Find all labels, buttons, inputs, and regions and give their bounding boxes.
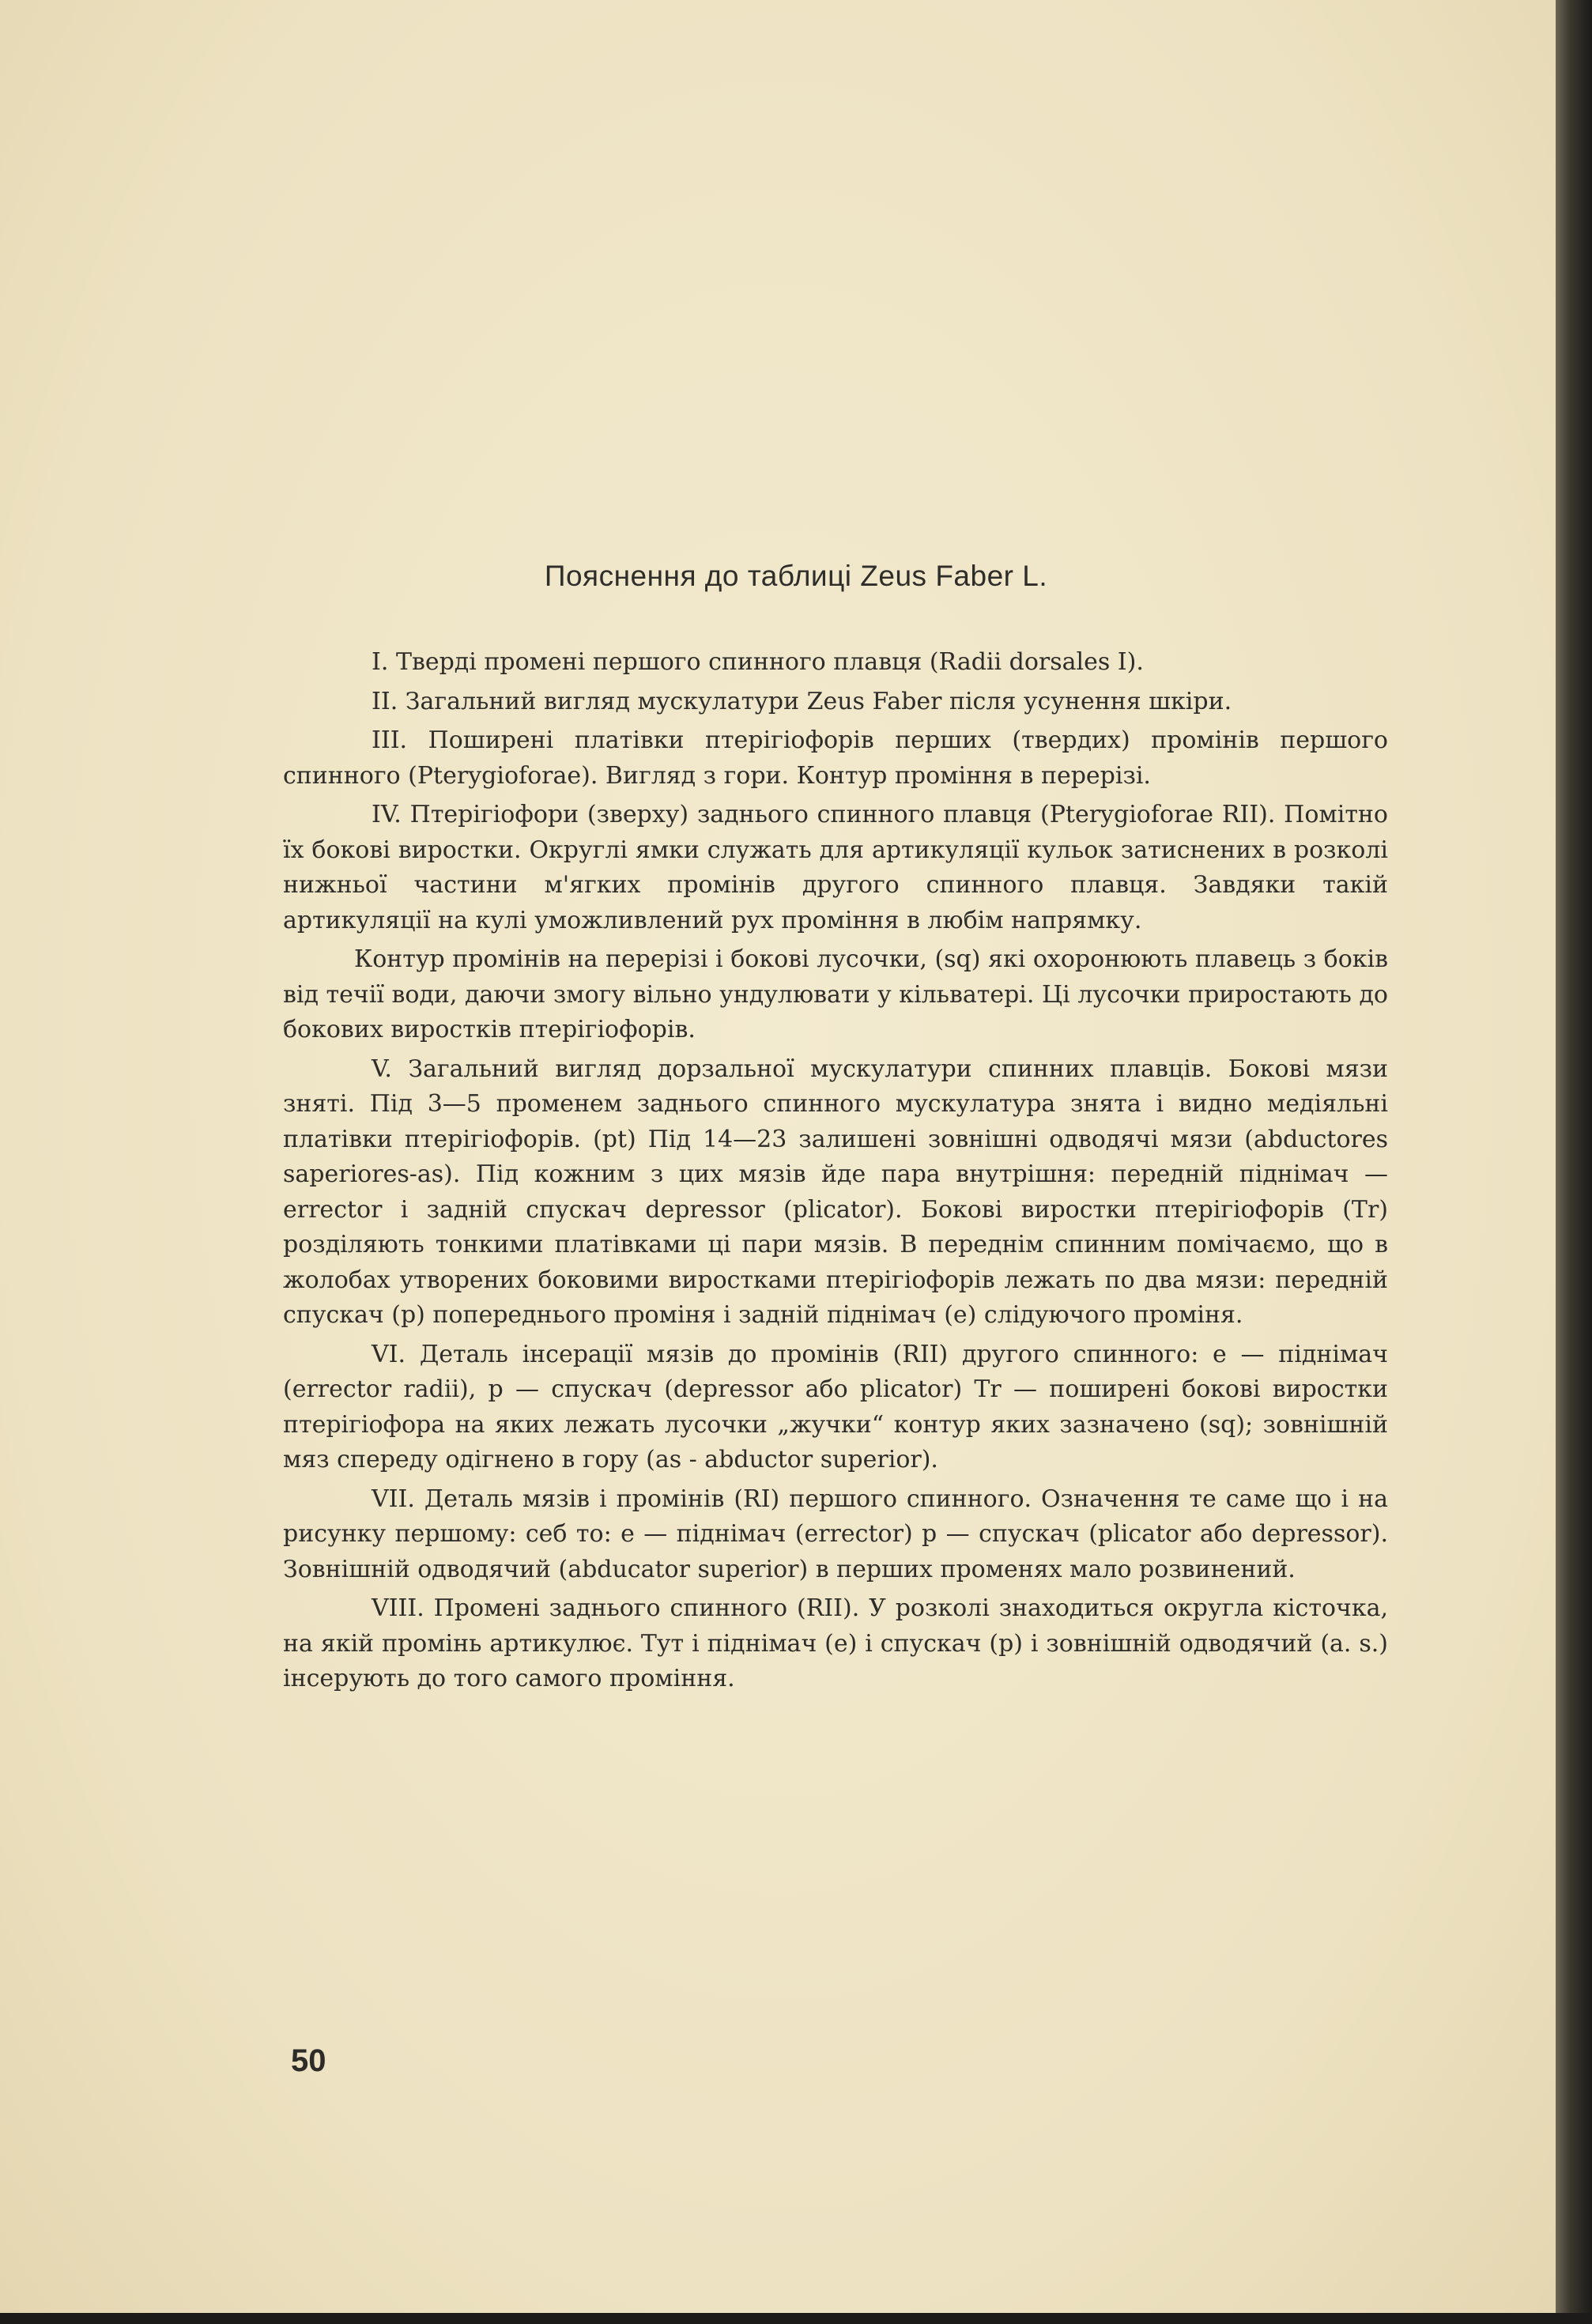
paragraph-7 (283, 1482, 1388, 1588)
page-title: Пояснення до таблиці Zeus Faber L. (544, 560, 1048, 592)
paragraph-text: Загальний вигляд дорзальної мускулатури спинних плавців. Бокові мязи зняті. Під 3—5 променем заднього спинного мускулатура знята і видно медіяльні платівки птерігіофорів. (pt) Під 14—23 залишені зовнішні одводячі мязи (abductores saperiores-as). Під кожним з цих мязів йде пара внутрішня: передній піднімач — errector і задній спускач depressor (plicator). Бокові виростки птерігіофорів (Tr) розділяють тонкими платівками ці пари мязів. В переднім спинним помічаємо, що в жолобах утворених боковими виростками птерігіофорів лежать по два мязи: передній спускач (p) попереднього проміня і задній піднімач (e) слідуючого проміня. (283, 1054, 1388, 1329)
paragraph-numeral: III. (372, 726, 408, 754)
paragraph-8 (283, 1591, 1388, 1697)
paragraph-text: Деталь мязів і промінів (RI) першого спинного. Означення те саме що і на рисунку першому: себ то: e — піднімач (errector) p — спускач (plicator або depressor). Зовнішній одводячий (abducator superior) в перших променях мало розвинений. (283, 1485, 1388, 1583)
paragraph-4 (283, 798, 1388, 938)
paragraph-3 (283, 723, 1388, 794)
paragraph-4-continued (283, 942, 1388, 1048)
paragraph-numeral: VI. (372, 1340, 406, 1368)
paragraph-text: Поширені платівки птерігіофорів перших (твердих) промінів першого спинного (Pterygioforae). Вигляд з гори. Контур проміння в перерізі. (283, 726, 1388, 790)
paragraph-text: Деталь інсерації мязів до промінів (RII) другого спинного: e — піднімач (errector radii), p — спускач (depressor або plicator) Tr — поширені бокові виростки птерігіофора на яких лежать лусочки „жучки“ контур яких зазначено (sq); зовнішній мяз спереду одігнено в гору (as - abductor superior). (283, 1340, 1388, 1473)
paragraph-numeral: V. (372, 1054, 392, 1083)
paragraph-text: Контур промінів на перерізі і бокові лусочки, (sq) які охоронюють плавець з боків від течії води, даючи змогу вільно ундулювати у кільватері. Ці лусочки приростають до бокових виростків птерігіофорів. (283, 945, 1388, 1043)
paragraph-text: Птерігіофори (зверху) заднього спинного плавця (Pterygioforae RII). Помітно їх бокові виростки. Округлі ямки служать для артикуляції кульок затиснених в розколі нижньої частини м'ягких промінів другого спинного плавця. Завдяки такій артикуляції на кулі уможливлений рух проміння в любім напрямку. (283, 801, 1388, 934)
paragraph-numeral: II. (372, 687, 398, 715)
scan-bottom-edge (0, 2313, 1592, 2324)
paragraph-text: Промені заднього спинного (RII). У розколі знаходиться округла кісточка, на якій промінь артикулює. Тут і піднімач (e) і спускач (p) і зовнішній одводячий (a. s.) інсерують до того самого проміння. (283, 1594, 1388, 1692)
paragraph-numeral: IV. (372, 801, 402, 828)
paragraph-1 (283, 645, 1388, 681)
paragraph-text: Тверді промені першого спинного плавця (Radii dorsales I). (395, 648, 1144, 676)
page-number: 50 (291, 2043, 326, 2078)
paragraph-2 (283, 685, 1388, 720)
paragraph-6 (283, 1337, 1388, 1478)
paragraph-numeral: VIII. (372, 1594, 424, 1622)
explanation-text (283, 645, 1388, 1701)
paragraph-numeral: VII. (372, 1485, 415, 1513)
book-spine-edge (1556, 0, 1592, 2324)
paragraph-text: Загальний вигляд мускулатури Zeus Faber після усунення шкіри. (405, 687, 1232, 715)
paragraph-numeral: I. (372, 648, 389, 676)
paragraph-5 (283, 1052, 1388, 1334)
